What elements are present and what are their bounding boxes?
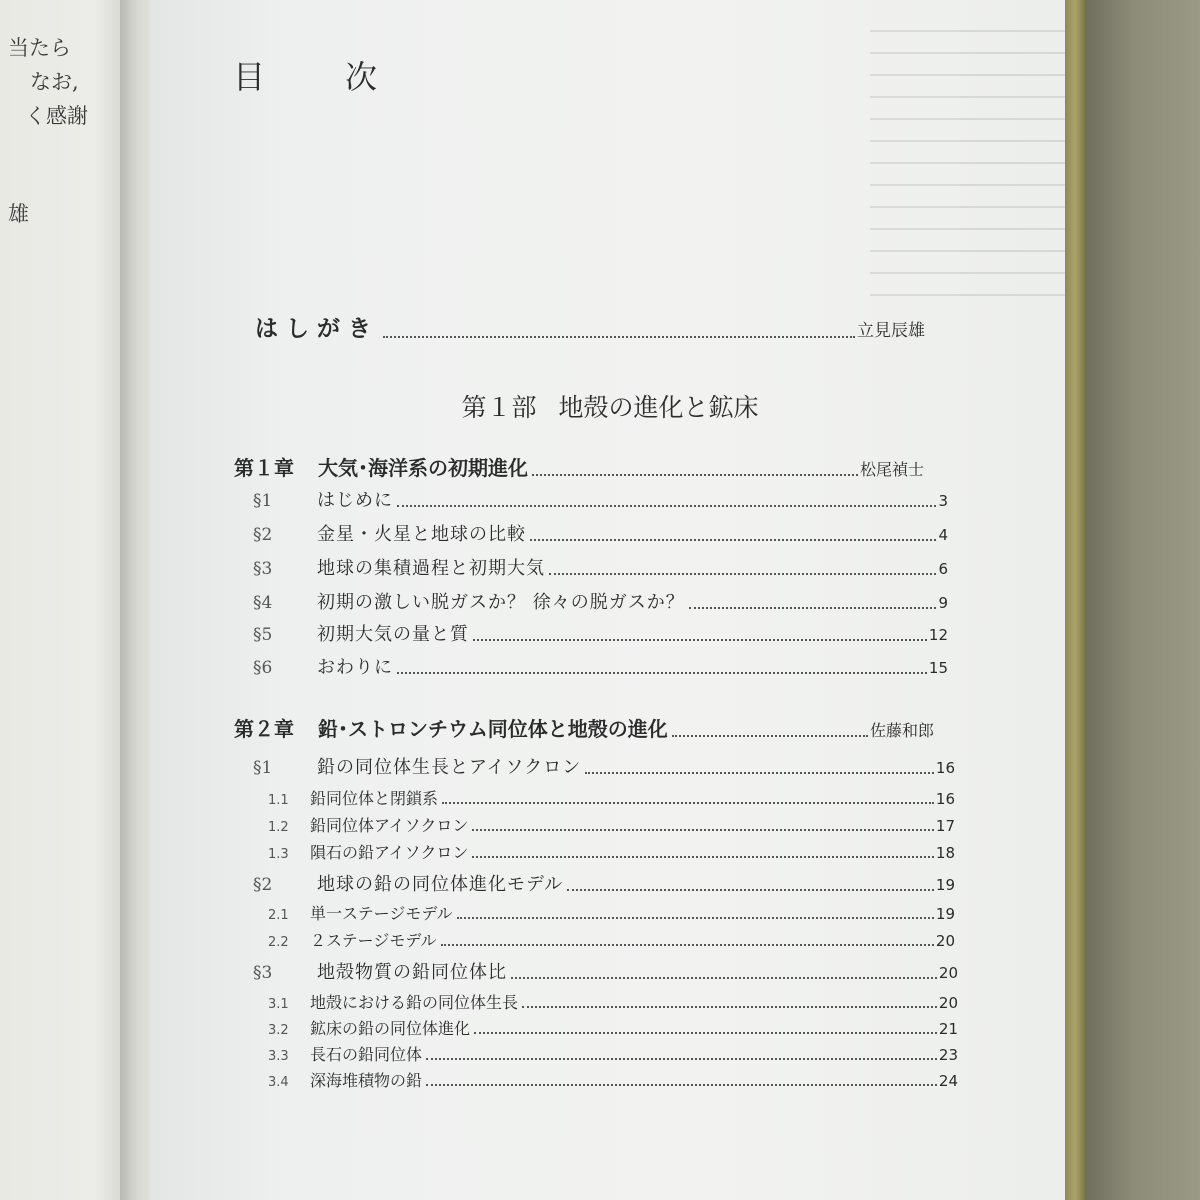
preface-entry [255,310,925,343]
subsection-title: 長石の鉛同位体 [310,1045,423,1064]
left-page-fragment: 当たら [8,36,71,60]
leader-dots [522,1006,937,1008]
subsection-entry [268,901,955,924]
subsection-entry [268,1042,958,1065]
leader-dots [689,607,937,609]
leader-dots [511,977,937,979]
subsection-number: 2.2 [268,935,289,950]
chapter-heading [234,452,924,481]
page-number: 16 [935,759,955,777]
leader-dots [472,829,934,831]
page-number: 19 [935,876,955,894]
page-number: 6 [938,560,948,578]
section-entry [253,958,958,984]
section-number: §5 [253,625,273,645]
leader-dots [473,639,927,641]
section-title: おわりに [317,657,393,678]
section-number: §4 [253,593,273,613]
left-page-fragment: く感謝 [25,104,88,128]
page-number: 12 [928,626,948,644]
subsection-entry [268,928,955,951]
leader-dots [397,672,927,674]
subsection-number: 1.3 [268,847,289,862]
page-number: 24 [938,1072,958,1090]
leader-dots [532,474,858,476]
subsection-title: 鉱床の鉛の同位体進化 [310,1019,471,1038]
section-number: §2 [253,875,273,895]
book-cover-edge [1065,0,1085,1200]
subsection-number: 3.4 [268,1075,289,1090]
section-entry [253,753,955,779]
chapter-author: 佐藤和郎 [869,721,934,740]
subsection-title: 隕石の鉛アイソクロン [310,843,469,862]
section-title: 地殻物質の鉛同位体比 [317,962,507,983]
section-entry [253,554,948,580]
section-title: はじめに [317,490,393,511]
section-title: 初期の激しい脱ガスか？ 徐々の脱ガスか？ [317,592,685,613]
subsection-entry [268,840,955,863]
subsection-title: 鉛同位体と閉鎖系 [310,789,439,808]
page-number: 3 [938,492,948,510]
page-number: 20 [935,932,955,950]
leader-dots [585,772,934,774]
section-entry [253,486,948,512]
page-number: 19 [935,905,955,923]
preface-author: 立見辰雄 [857,321,925,341]
page-number: 16 [935,790,955,808]
leader-dots [530,539,936,541]
page-number: 4 [938,526,948,544]
chapter-author: 松尾禎士 [859,460,924,479]
part-name: 地殻の進化と鉱床 [558,393,759,422]
section-number: §3 [253,559,273,579]
chapter-number: 第２章 [234,717,294,741]
leader-dots [549,573,936,575]
section-entry [253,520,948,546]
table-surface [1085,0,1200,1200]
subsection-number: 1.2 [268,820,289,835]
section-title: 初期大気の量と質 [317,624,469,645]
subsection-entry [268,813,955,836]
page-title [233,52,377,98]
subsection-entry [268,990,958,1013]
leader-dots [426,1084,937,1086]
section-number: §1 [253,758,273,778]
page-number: 23 [938,1046,958,1064]
left-page-fragment: なお, [30,70,79,94]
leader-dots [472,856,934,858]
chapter-heading [234,713,934,742]
leader-dots [474,1032,937,1034]
leader-dots [383,336,855,338]
subsection-number: 3.1 [268,997,289,1012]
bleed-through-text [870,30,1070,300]
section-entry [253,870,955,896]
preface-label: はしがき [255,316,379,342]
subsection-entry [268,1016,958,1039]
subsection-title: 鉛同位体アイソクロン [310,816,469,835]
section-entry [253,653,948,679]
part-heading [0,388,1200,424]
page-number: 20 [938,994,958,1012]
page-number: 9 [938,594,948,612]
section-title: 地球の集積過程と初期大気 [317,558,545,579]
page-number: 15 [928,659,948,677]
subsection-number: 3.2 [268,1023,289,1038]
subsection-title: 深海堆積物の鉛 [310,1071,423,1090]
leader-dots [441,944,934,946]
page-number: 21 [938,1020,958,1038]
title-char-1: 目 [233,58,266,96]
section-title: 金星・火星と地球の比較 [317,524,526,545]
leader-dots [567,889,934,891]
leader-dots [457,917,934,919]
section-number: §1 [253,491,273,511]
subsection-number: 3.3 [268,1049,289,1064]
section-entry [253,620,948,646]
subsection-number: 1.1 [268,793,289,808]
section-title: 地球の鉛の同位体進化モデル [317,874,564,895]
chapter-title: 鉛･ストロンチウム同位体と地殻の進化 [318,717,668,741]
page-number: 17 [935,817,955,835]
page-number: 20 [938,964,958,982]
chapter-number: 第１章 [234,456,294,480]
subsection-entry [268,1068,958,1091]
subsection-title: 単一ステージモデル [310,904,453,923]
left-page-fragment: 雄 [8,202,29,226]
leader-dots [426,1058,937,1060]
part-label: 第１部 [461,393,537,422]
leader-dots [442,802,934,804]
title-char-2: 次 [345,58,378,96]
subsection-number: 2.1 [268,908,289,923]
page-number: 18 [935,844,955,862]
chapter-title: 大気･海洋系の初期進化 [318,456,528,480]
left-page [0,0,135,1200]
subsection-title: 地殻における鉛の同位体生長 [310,993,519,1012]
subsection-title: ２ステージモデル [310,931,437,950]
section-number: §6 [253,658,273,678]
section-number: §3 [253,963,273,983]
section-number: §2 [253,525,273,545]
subsection-entry [268,786,955,809]
section-entry [253,588,948,614]
leader-dots [397,505,936,507]
section-title: 鉛の同位体生長とアイソクロン [317,757,582,778]
leader-dots [672,735,868,737]
